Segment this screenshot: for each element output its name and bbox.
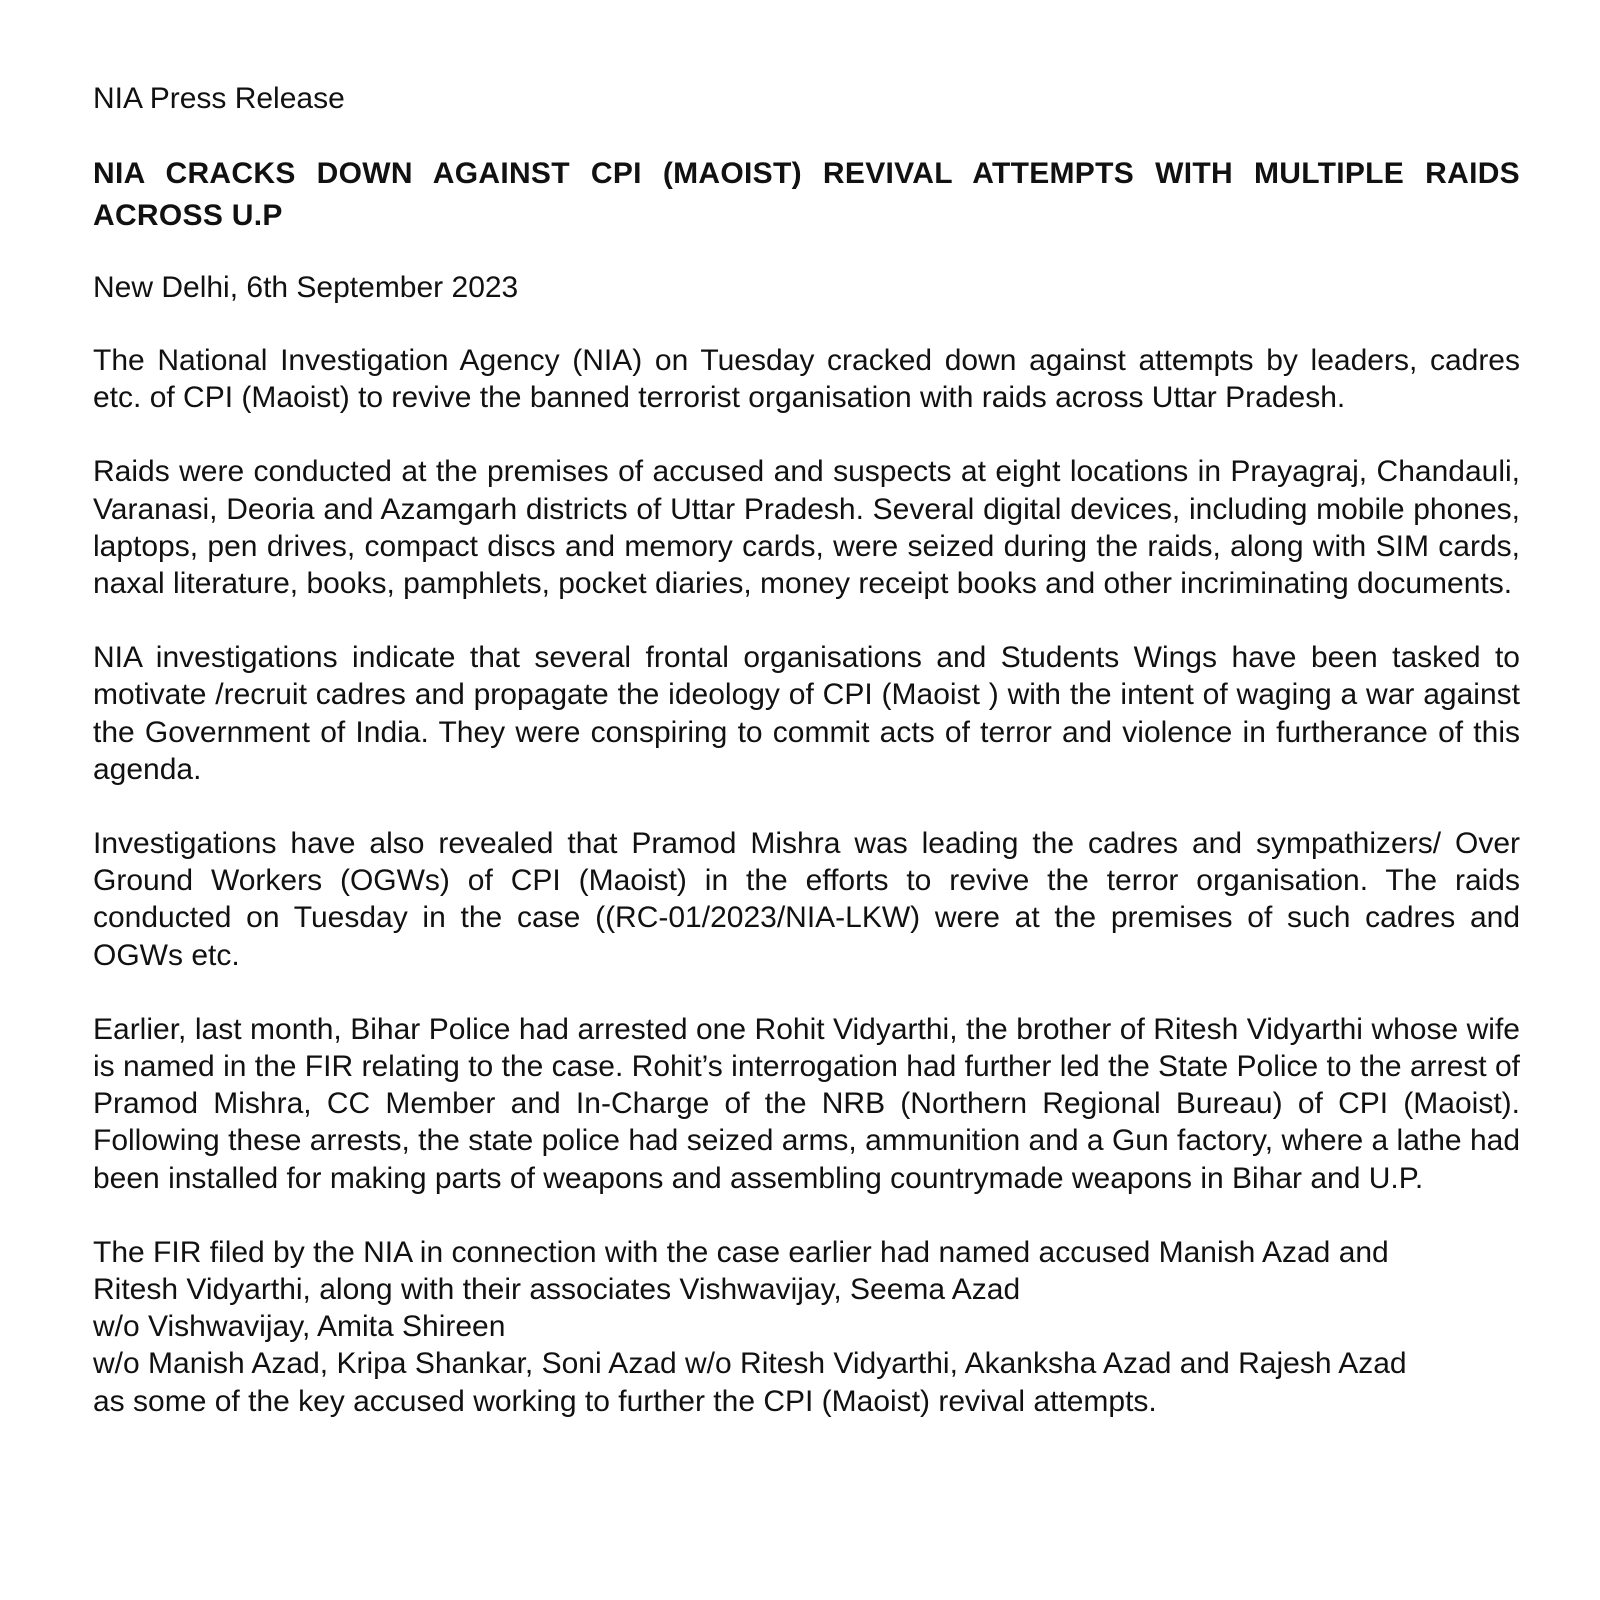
paragraph-raids: Raids were conducted at the premises of accused and suspects at eight locations in Prayagraj, Chandauli, Varanasi, Deoria and Azamgarh districts of Uttar Pradesh. Several digital devices, including mobile phones, laptops, pen drives, compact discs and memory cards, were seized during the raids, along with SIM cards, naxal literature, books, pamphlets, pocket diaries, money receipt books and other incriminating documents. <box>93 455 1520 601</box>
paragraph-fir <box>93 1234 1520 1420</box>
headline: NIA CRACKS DOWN AGAINST CPI (MAOIST) REVIVAL ATTEMPTS WITH MULTIPLE RAIDS ACROSS U.P <box>93 157 1520 232</box>
paragraph-arrests: Earlier, last month, Bihar Police had arrested one Rohit Vidyarthi, the brother of Ritesh Vidyarthi whose wife is named in the FIR relating to the case. Rohit’s interrogation had further led the State Police to the arrest of Pramod Mishra, CC Member and In-Charge of the NRB (Northern Regional Bureau) of CPI (Maoist). Following these arrests, the state police had seized arms, ammunition and a Gun factory, where a lathe had been installed for making parts of weapons and assembling countrymade weapons in Bihar and U.P. <box>93 1012 1520 1195</box>
paragraph-intro: The National Investigation Agency (NIA) on Tuesday cracked down against attempts by leaders, cadres etc. of CPI (Maoist) to revive the banned terrorist organisation with raids across Uttar Pradesh. <box>93 344 1520 415</box>
dateline: New Delhi, 6th September 2023 <box>93 271 519 304</box>
fir-line: w/o Manish Azad, Kripa Shankar, Soni Azad w/o Ritesh Vidyarthi, Akanksha Azad and Rajesh Azad <box>93 1347 1407 1381</box>
fir-line: as some of the key accused working to further the CPI (Maoist) revival attempts. <box>93 1384 1157 1418</box>
document-label: NIA Press Release <box>93 82 345 115</box>
paragraph-investigations: NIA investigations indicate that several frontal organisations and Students Wings have been tasked to motivate /recruit cadres and propagate the ideology of CPI (Maoist ) with the intent of waging a war against the Government of India. They were conspiring to commit acts of terror and violence in furtherance of this agenda. <box>93 641 1520 786</box>
fir-line: w/o Vishwavijay, Amita Shireen <box>93 1310 506 1344</box>
press-release-document <box>93 80 1520 1420</box>
fir-line: The FIR filed by the NIA in connection with the case earlier had named accused Manish Azad and <box>93 1235 1389 1269</box>
fir-line: Ritesh Vidyarthi, along with their associates Vishwavijay, Seema Azad <box>93 1273 1021 1307</box>
paragraph-pramod-mishra: Investigations have also revealed that Pramod Mishra was leading the cadres and sympathizers/ Over Ground Workers (OGWs) of CPI (Maoist) in the efforts to revive the terror organisation. The raids conducted on Tuesday in the case ((RC-01/2023/NIA-LKW) were at the premises of such cadres and OGWs etc. <box>93 827 1520 972</box>
